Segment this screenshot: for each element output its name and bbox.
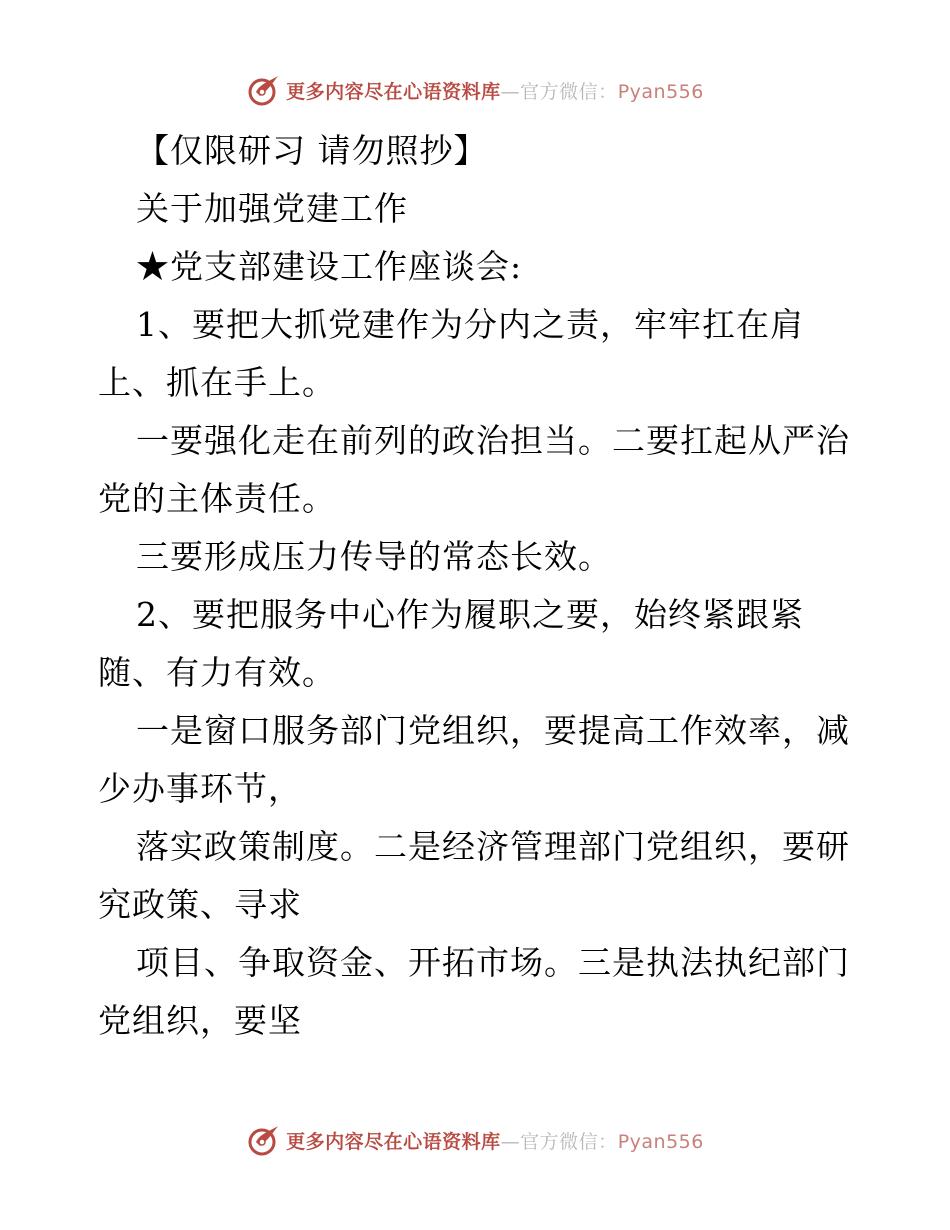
- banner-wechat-label: —官方微信：: [500, 80, 618, 103]
- document-line: 落实政策制度。二是经济管理部门党组织，要研: [136, 827, 850, 866]
- document-line: 党组织，要坚: [98, 1001, 302, 1040]
- header-banner: [0, 70, 950, 110]
- banner-text: [286, 1127, 704, 1154]
- document-line: 2、要把服务中心作为履职之要，始终紧跟紧: [136, 595, 804, 634]
- document-line: ★党支部建设工作座谈会:: [136, 247, 523, 286]
- banner-text: [286, 77, 704, 104]
- document-line: 党的主体责任。: [98, 479, 336, 518]
- pen-nib-logo-icon: [246, 72, 282, 108]
- document-line: 1、要把大抓党建作为分内之责，牢牢扛在肩: [136, 305, 804, 344]
- document-line: 关于加强党建工作: [136, 189, 408, 228]
- document-line: 一要强化走在前列的政治担当。二要扛起从严治: [136, 421, 850, 460]
- document-line: 少办事环节，: [98, 769, 302, 808]
- document-line: 项目、争取资金、开拓市场。三是执法执纪部门: [136, 943, 850, 982]
- document-line: 三要形成压力传导的常态长效。: [136, 537, 612, 576]
- banner-library-name: 更多内容尽在心语资料库: [286, 1130, 501, 1153]
- document-line: 随、有力有效。: [98, 653, 336, 692]
- document-line: 上、抓在手上。: [98, 363, 336, 402]
- document-line: 究政策、寻求: [98, 885, 302, 924]
- pen-nib-logo-icon: [246, 1122, 282, 1158]
- banner-library-name: 更多内容尽在心语资料库: [286, 80, 501, 103]
- footer-banner: [0, 1120, 950, 1160]
- document-line: 【仅限研习 请勿照抄】: [136, 131, 488, 170]
- banner-wechat-id: Pyan556: [617, 1130, 704, 1153]
- document-line: 一是窗口服务部门党组织，要提高工作效率，减: [136, 711, 850, 750]
- banner-wechat-label: —官方微信：: [500, 1130, 618, 1153]
- banner-wechat-id: Pyan556: [617, 80, 704, 103]
- document-body: [98, 122, 858, 1050]
